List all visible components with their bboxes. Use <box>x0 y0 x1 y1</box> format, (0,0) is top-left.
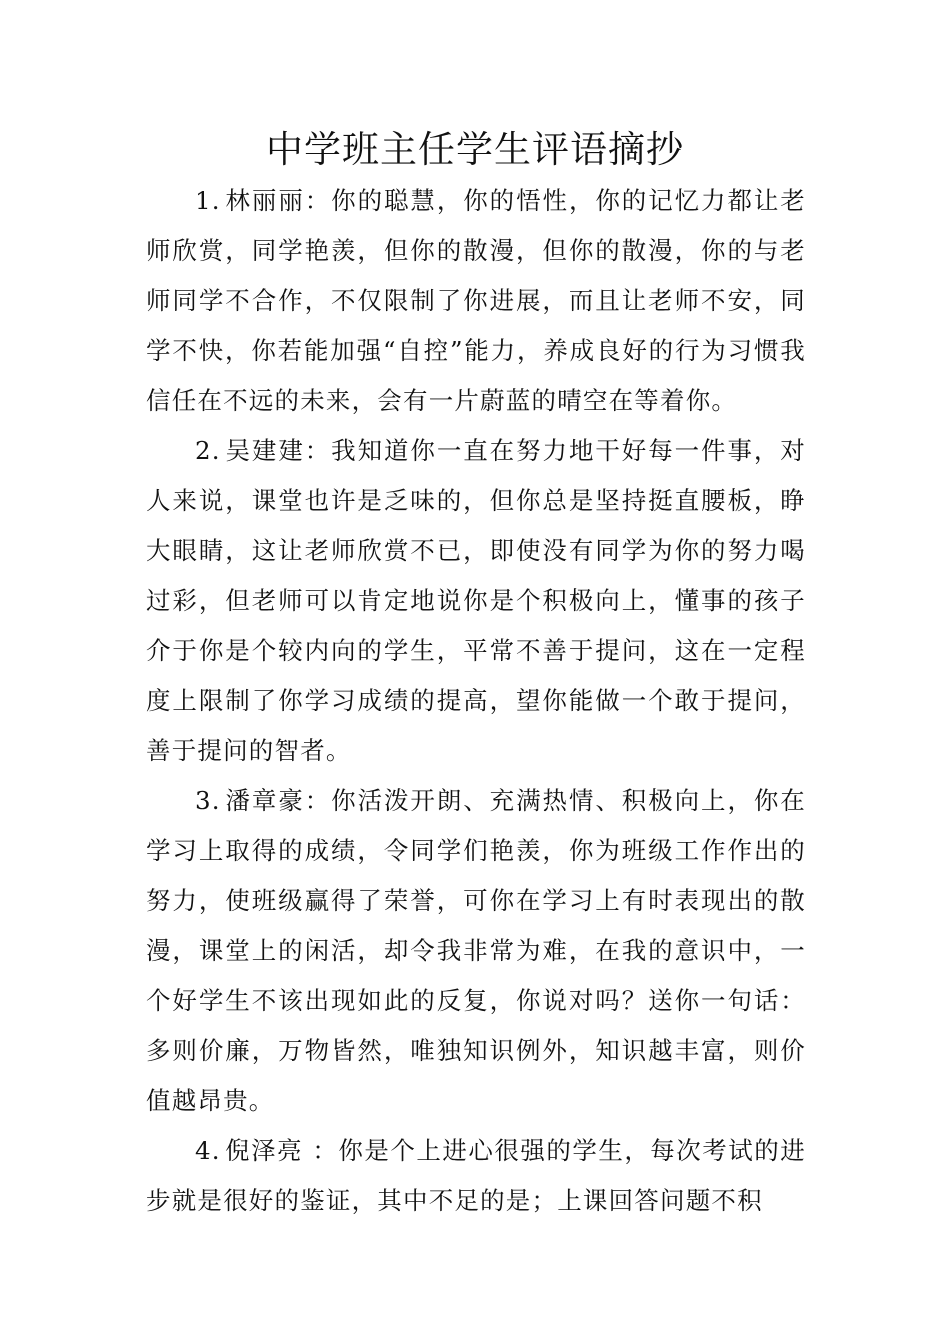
paragraph-text: 潘章豪：你活泼开朗、充满热情、积极向上，你在学习上取得的成绩，令同学们艳羡，你为班级工作作出的努力，使班级赢得了荣誉，可你在学习上有时表现出的散漫，课堂上的闲活，却令我非常为难，在我的意识中，一个好学生不该出现如此的反复，你说对吗？送你一句话：多则价廉，万物皆然，唯独知识例外，知识越丰富，则价值越昂贵。 <box>146 786 806 1115</box>
paragraph-text: 倪泽亮 ：你是个上进心很强的学生，每次考试的进步就是很好的鉴证，其中不足的是；上课回答问题不积 <box>146 1136 806 1215</box>
paragraph-number: 1. <box>195 186 221 215</box>
paragraph-1 <box>146 176 806 426</box>
paragraph-number: 2. <box>195 436 221 465</box>
paragraph-4 <box>146 1126 806 1226</box>
paragraph-2 <box>146 426 806 776</box>
paragraph-text: 吴建建：我知道你一直在努力地干好每一件事，对人来说，课堂也许是乏味的，但你总是坚持挺直腰板，睁大眼睛，这让老师欣赏不已，即使没有同学为你的努力喝过彩，但老师可以肯定地说你是个积极向上，懂事的孩子介于你是个较内向的学生，平常不善于提问，这在一定程度上限制了你学习成绩的提高，望你能做一个敢于提问，善于提问的智者。 <box>146 436 806 765</box>
paragraph-3 <box>146 776 806 1126</box>
document-body <box>146 176 806 1226</box>
paragraph-text: 林丽丽：你的聪慧，你的悟性，你的记忆力都让老师欣赏，同学艳羡，但你的散漫，但你的散漫，你的与老师同学不合作，不仅限制了你进展，而且让老师不安，同学不快，你若能加强“自控”能力，养成良好的行为习惯我信任在不远的未来，会有一片蔚蓝的晴空在等着你。 <box>146 186 806 415</box>
paragraph-number: 3. <box>195 786 221 815</box>
paragraph-number: 4. <box>195 1136 221 1165</box>
document-title: 中学班主任学生评语摘抄 <box>266 128 684 171</box>
